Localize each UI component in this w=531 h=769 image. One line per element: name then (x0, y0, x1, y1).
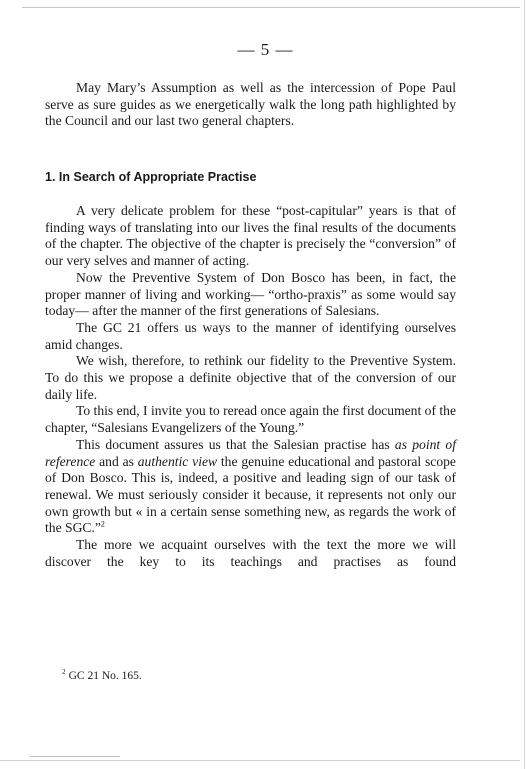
emphasis-point-of-reference: as point of reference (45, 436, 456, 469)
paragraph-6-part-c: the genuine educational and pastoral scope of Don Bosco. This is, indeed, a positive and leading sign of our task of renewal. We must seriously consider it because, it represents not only our own growth but « in a certain sense something new, as regards the work of the SGC.” (45, 453, 456, 536)
paragraph-7: The more we acquaint ourselves with the text the more we will discover the key to its teachings and practises as found (45, 537, 456, 569)
paragraph-2: Now the Preventive System of Don Bosco has been, in fact, the proper manner of living and working— “ortho-praxis” as some would say today— after the manner of the first generations of Salesians. (45, 269, 456, 319)
footnote (62, 667, 142, 682)
footnote-text: GC 21 No. 165. (68, 669, 142, 682)
paragraph-5: To this end, I invite you to reread once again the first document of the chapter, “Salesians Evangelizers of the Young.” (45, 403, 456, 436)
page-edge (524, 0, 525, 769)
paragraph-6 (45, 437, 456, 537)
top-rule (22, 7, 520, 8)
page-number: — 5 — (237, 40, 294, 59)
paragraph-6-part-b: and as (99, 453, 134, 469)
footnote-marker: 2 (62, 667, 66, 676)
section-body (45, 203, 456, 570)
intro-text: May Mary’s Assumption as well as the intercession of Pope Paul serve as sure guides as we energetically walk the long path highlighted by the Council and our last two general chapters. (45, 80, 456, 129)
section-heading: 1. In Search of Appropriate Practise (45, 170, 257, 184)
paragraph-6-part-a: This document assures us that the Salesian practise has (76, 436, 390, 452)
bottom-rule (0, 760, 520, 761)
footnote-reference: 2 (100, 519, 105, 529)
paragraph-4: We wish, therefore, to rethink our fidelity to the Preventive System. To do this we propose a definite objective that of the conversion of our daily life. (45, 353, 456, 402)
paragraph-3: The GC 21 offers us ways to the manner of identifying ourselves amid changes. (45, 319, 456, 352)
paragraph-1: A very delicate problem for these “post-capitular” years is that of finding ways of translating into our lives the final results of the documents of the chapter. The objective of the chapter is precisely the “conversion” of our very selves and manner of acting. (45, 203, 456, 269)
bottom-short-rule (30, 756, 120, 757)
intro-paragraph (45, 80, 456, 130)
emphasis-authentic-view: authentic view (137, 453, 218, 469)
